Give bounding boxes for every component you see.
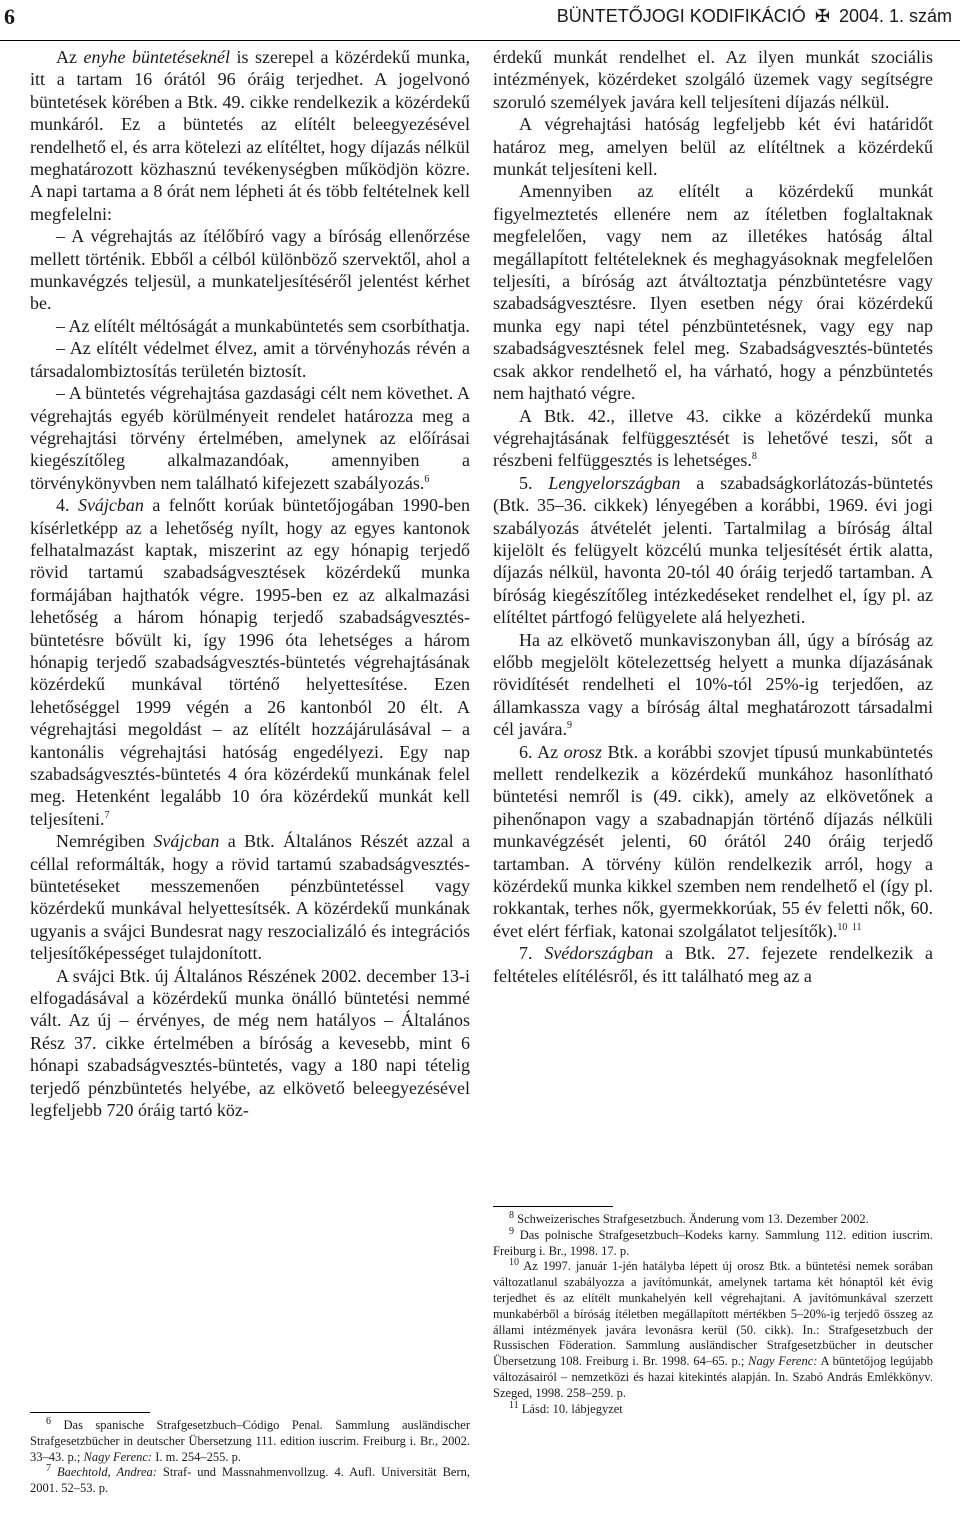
footnote [30, 1465, 470, 1497]
paragraph [493, 180, 933, 404]
footnote-number: 11 [509, 1399, 519, 1411]
paragraph-body: 4. Svájcban a felnőtt korúak büntetőjogában 1990-ben kísérletképp az a lehetőség nyílt, hogy az egyes kantonok felhatalmazást kaptak, miszerint az egy hónapig terjedő rövid tartamú szabadságvesztések közérdekű munka formájában hajthatók végre. 1995-ben ez az alkalmazási lehetőség a három hónapig terjedő szabadságvesztés-büntetésre bővült ki, így 1996 óta lehetséges a három hónapig terjedő szabadságvesztés-büntetés végrehajtásának közérdekű munkával történő helyettesítése. Ezen lehetőséggel 1999 végén a 26 kantonból 20 élt. A végrehajtási megoldást – az elítélt hozzájárulásával – a kantonális végrehajtási hatóság engedélyezi. Egy nap szabadságvesztés-büntetés 4 óra közérdekű munkának felel meg. Hetenként legalább 10 óra közérdekű munkát kell teljesíteni. [30, 495, 470, 829]
paragraph-body: A Btk. 42., illetve 43. cikke a közérdekű munka végrehajtásának felfüggesztését is lehetővé teszi, sőt a részbeni felfüggesztés is lehetséges. [493, 405, 933, 471]
footnote-separator [493, 1206, 613, 1207]
paragraph-body: 5. Lengyelországban a szabadságkorlátozás-büntetés (Btk. 35–36. cikkek) lényegében a korábbi, 1969. évi jogi szabályozás átvételét jelenti. Tartalmilag a bíróság által kijelölt és felügyelt közcélú munka teljesítését értik alatta, díjazás nélkül, havonta 20-tól 40 óráig terjedő tartamban. A bíróság kiegészítőleg intézkedéseket rendelhet el, így pl. az elítéltet pártfogó felügyelete alá helyezheti. [493, 472, 934, 628]
paragraph [30, 494, 470, 830]
footnotes-right [493, 1209, 934, 1417]
emphasis: enyhe büntetéseknél [83, 47, 230, 67]
ornament-icon: ✠ [814, 6, 830, 26]
running-header [0, 0, 960, 41]
footnote-ref[interactable]: 7 [104, 809, 110, 821]
paragraph-body: – A büntetés végrehajtása gazdasági célt nem követhet. A végrehajtás egyéb körülményeit rendelet határozza meg a végrehajtási törvény értelmében, amelynek az előírásai kiegészítőleg alkalmazandóak, amennyiben a törvénykönyvben nem található kifejezett szabályozás. [30, 383, 470, 493]
paragraph-body: Amennyiben az elítélt a közérdekű munkát figyelmeztetés ellenére nem az ítéletben foglaltaknak megfelelően, vagy nem az illetékes hatóság által megállapított feltételeknek és meghagyásoknak megfelelően teljesíti, a bíróság azt átváltoztatja pénzbüntetésre vagy szabadságvesztésre. Ilyen esetben négy órai közérdekű munka egy napi tétel pénzbüntetésnek, vagy egy nap szabadságvesztésnek felel meg. Szabadságvesztés-büntetés csak akkor rendelhető el, ha várható, hogy a pénzbüntetés nem hajtható végre. [493, 181, 933, 404]
paragraph [30, 830, 470, 964]
emphasis: Lengyelországban [548, 472, 681, 493]
issue-label: 2004. 1. szám [838, 6, 952, 26]
paragraph [30, 225, 470, 315]
emphasis: Svájcban [153, 831, 220, 852]
emphasis: orosz [563, 741, 603, 762]
paragraph-body: A végrehajtási hatóság legfeljebb két évi határidőt határoz meg, amelyen belül az elítéltnek a közérdekű munkát teljesíteni kell. [493, 114, 933, 180]
paragraph-body: – A végrehajtás az ítélőbíró vagy a bíróság ellenőrzése mellett történik. Ebből a célból különböző szervektől, ahol a munkavégzés teljesül, a munkateljesítéséről jelentést kérhet be. [30, 226, 470, 314]
footnote-text: Lásd: 10. lábjegyzet [521, 1401, 623, 1416]
footnote [493, 1209, 933, 1228]
footnote [493, 1225, 933, 1260]
footnote-ref[interactable]: 9 [566, 720, 572, 732]
paragraph [30, 337, 470, 382]
footnotes-left [30, 1415, 470, 1497]
page-number: 6 [4, 4, 15, 29]
paragraph [493, 113, 933, 180]
footnote-author: Nagy Ferenc: [83, 1449, 153, 1464]
footnote-number: 8 [509, 1209, 514, 1221]
footnote-text: Schweizerisches Strafgesetzbuch. Änderung vom 13. Dezember 2002. [517, 1212, 869, 1226]
footnote-ref[interactable]: 11 [851, 921, 862, 933]
paragraph-body: – Az elítélt méltóságát a munkabüntetés sem csorbíthatja. [56, 315, 470, 336]
footnote-ref[interactable]: 6 [424, 473, 430, 485]
footnote-ref[interactable]: 10 [837, 921, 848, 933]
footnote-text: Az 1997. január 1-jén hatályba lépett új orosz Btk. a büntetési nemek sorában változatlanul szabályozza a javítómunkát, amelynek tartama két hónaptól két évig terjedhet és az elítélt munkahelyén kell végrehajtani. A javítómunkával szerzett munkabérből a bíróság ítéletben megállapított mértékben 5–20%-ig terjedő összeg az állami intézmények javára levonásra kerül (50. cikk). In.: Strafgesetzbuch der Russischen Föderation. Sammlung ausländischer Strafgesetzbücher in deutscher Übersetzung 108. Freiburg i. Br. 1998. 64–65. p.; [493, 1259, 934, 1369]
paragraph-body: – Az elítélt védelmet élvez, amit a törvényhozás révén a társadalombiztosítás területén biztosít. [30, 338, 470, 381]
paragraph-body: A svájci Btk. új Általános Részének 2002. december 13-i elfogadásával a közérdekű munka önálló büntetési nemmé vált. Az új – érvényes, de még nem hatályos – Általános Rész 37. cikke értelmében a bíróság a kevesebb, mint 6 hónapi szabadságvesztés-büntetés, vagy a 180 napi tételig terjedő pénzbüntetés helyébe, az elkövető beleegyezésével legfeljebb 720 óráig tartó köz- [30, 965, 470, 1121]
paragraph [493, 472, 933, 629]
footnote-ref[interactable]: 8 [751, 451, 757, 463]
footnote-number: 7 [46, 1463, 51, 1475]
footnote-separator [30, 1412, 150, 1413]
footnote-number: 10 [509, 1257, 519, 1269]
paragraph [493, 46, 933, 113]
footnote [493, 1259, 933, 1401]
footnote-author: Baechtold, Andrea: [56, 1465, 157, 1480]
footnote [493, 1399, 933, 1418]
paragraph-body: érdekű munkát rendelhet el. Az ilyen munkát szociális intézmények, közérdeket szolgáló üzemek vagy segítségre szoruló személyek javára kell teljesíteni díjazás nélkül. [493, 47, 933, 112]
right-column [493, 46, 933, 987]
footnote-text-rest: I. m. 254–255. p. [152, 1449, 241, 1464]
paragraph-body: 6. Az orosz Btk. a korábbi szovjet típusú munkabüntetés mellett rendelkezik a közérdekű munkához hasonlítható büntetési nemről is (49. cikk), amely az elkövetőnek a pihenőnapon vagy a szabadnapján történő díjazás nélküli munkavégzését jelenti, 60 órától 240 óráig terjedő tartamban. A törvény külön rendelkezik arról, hogy a közérdekű munka kikkel szemben nem rendelhető el (így pl. rokkantak, terhes nők, gyermekkorúak, 55 év feletti nők, 60. évet elért férfiak, katonai szolgálatot teljesítők). [493, 741, 933, 941]
journal-title: BÜNTETŐJOGI KODIFIKÁCIÓ [556, 6, 806, 26]
paragraph [493, 942, 933, 987]
footnote-text-rest: Straf- und Massnahmenvollzug. 4. Aufl. Universität Bern, 2001. 52–53. p. [30, 1465, 470, 1496]
emphasis: Svájcban [77, 495, 144, 516]
footnote-text: Das spanische Strafgesetzbuch–Código Penal. Sammlung ausländischer Strafgesetzbücher in deutscher Übersetzung 111. edition iuscrim. Freiburg i. Br., 2002. 33–43. p.; [30, 1418, 470, 1464]
left-column [30, 46, 470, 1122]
footnote-text: Das polnische Strafgesetzbuch–Kodeks karny. Sammlung 112. edition iuscrim. Freiburg i. Br., 1998. 17. p. [493, 1227, 933, 1258]
paragraph [30, 315, 470, 337]
paragraph [493, 629, 933, 741]
footnote-author: Nagy Ferenc: [748, 1354, 818, 1369]
journal-title-block [557, 6, 952, 27]
paragraph-body: Az enyhe büntetéseknél is szerepel a közérdekű munka, itt a tartam 16 órától 96 óráig terjedhet. A jogelvonó büntetések körében a Btk. 49. cikke rendelkezik a közérdekű munkáról. Ez a büntetés az elítélt beleegyezésével rendelhető el, és arra kötelezi az elítéltet, hogy díjazás nélkül meghatározott közhasznú tevékenységben működjön közre. A napi tartama a 8 órát nem lépheti át és több feltételnek kell megfelelni: [30, 47, 470, 224]
paragraph [493, 741, 933, 943]
paragraph-body: 7. Svédországban a Btk. 27. fejezete rendelkezik a feltételes elítélésről, és itt található meg az a [493, 943, 934, 986]
emphasis: Svédországban [544, 943, 654, 964]
paragraph-body: Ha az elkövető munkaviszonyban áll, úgy a bíróság az előbb megjelölt kötelezettség helyett a munka díjazásának rövidítését rendelheti el 10%-tól 25%-ig terjedően, az államkassza vagy a bíróság által meghatározott társadalmi cél javára. [493, 629, 933, 740]
paragraph [30, 965, 470, 1122]
paragraph [493, 405, 933, 472]
paragraph [30, 46, 470, 225]
footnote-number: 6 [46, 1415, 51, 1427]
paragraph [30, 382, 470, 494]
paragraph-body: Nemrégiben Svájcban a Btk. Általános Részét azzal a céllal reformálták, hogy a rövid tartamú szabadságvesztés-büntetéseket messzemenően pénzbüntetéssel vagy közérdekű munkával helyettesítsék. A közérdekű munkának ugyanis a svájci Bundesrat nagy reszocializáló és integrációs teljesítőképességet tulajdonított. [30, 831, 470, 964]
footnote [30, 1415, 470, 1465]
footnote-text-rest: A büntetőjog legújabb változásairól – nemzetközi és hazai kitekintés alapján. In. Szabó András Emlékkönyv. Szeged, 1998. 258–259. p. [493, 1354, 933, 1400]
footnote-number: 9 [509, 1225, 514, 1237]
